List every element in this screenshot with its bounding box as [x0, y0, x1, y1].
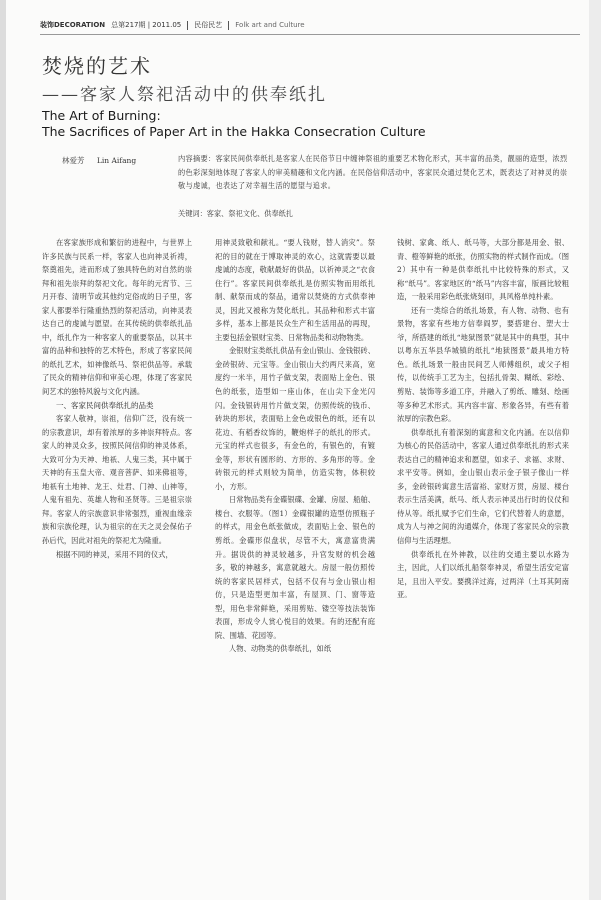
- keywords-label: 关键词：: [178, 209, 207, 218]
- header-rule: [40, 34, 580, 35]
- article-title-en: [42, 108, 426, 140]
- column-name-cn: 民俗民艺: [194, 21, 223, 29]
- abstract-text: 客家民间供奉纸扎是客家人在民俗节日中缠神祭祖的重要艺术物化形式，其丰富的品类，靓丽的造型，浓烈的色彩深刻地体现了客家人的审美精趣和文化内涵。在民俗信仰活动中，客家民众通过焚化艺术，既表达了对神灵的崇敬与虔诚，也表达了对幸福生活的愿望与追求。: [178, 154, 568, 190]
- title-en-line2: The Sacrifices of Paper Art in the Hakka Consecration Culture: [42, 124, 426, 139]
- title-en-line1: The Art of Burning:: [42, 108, 161, 123]
- column-name-en: Folk art and Culture: [235, 21, 305, 29]
- scan-edge-left: [0, 0, 6, 900]
- header-separator: [228, 21, 229, 30]
- article-title: 焚烧的艺术: [42, 54, 152, 78]
- section-heading: 一、客家民间供奉纸扎的品类: [56, 400, 154, 410]
- running-header: [40, 17, 580, 33]
- paragraph: 供奉纸扎有着深刻的寓意和文化内涵。在以信仰为核心的民俗活动中，客家人通过供奉纸扎的形式来表达自己的精神追求和愿望，如求子、求福、求财、求平安等。例如，金山银山表示金子银子像山一样多，金砖银砖寓意生活富裕、家财万贯，房屋、楼台表示生活美满，纸马、纸人表示神灵出行时的仪仗和侍从等。纸扎赋予它们生命，它们代替着人的意愿，成为人与神之间的沟通媒介，体现了客家民众的宗教信仰与生活理想。: [397, 427, 569, 546]
- paragraph: 用神灵致敬和献礼。“要人钱财，替人消灾”。祭祀的目的就在于博取神灵的欢心，这就需要以最虔诚的态度，敬献最好的供品，以祈神灵之“衣食住行”。客家民间供奉纸扎是仿照实物而用纸扎制、献祭而成的祭品，通常以焚烧的方式供奉神灵，因此又被称为焚化纸扎。其品种和形式丰富多样，基本上都是民众生产和生活用品的再现，主要包括金银财宝类、日常物品类和动物物类。: [215, 238, 375, 342]
- header-separator: [187, 21, 188, 30]
- body-column-3: [397, 236, 569, 602]
- keywords: [178, 209, 573, 219]
- paragraph: 客家人敬神，崇祖，信仰广泛，没有统一的宗教意识，却有着浓厚的多神崇拜特点。客家人的神灵众多，按照民间信仰的神灵体系，大致可分为天神、地祇、人鬼三类，其中属于天神的有玉皇大帝、观音菩萨、如来佛祖等，地祇有土地神、龙王、灶君、门神、山神等，人鬼有祖先、英雄人物和圣贤等。三是祖宗崇拜。客家人的宗族意识非常强烈，重视血缘亲族和宗族伦理，认为祖宗的在天之灵会保佑子孙后代，因此对祖先的祭祀尤为隆重。: [42, 414, 192, 546]
- paragraph: 供奉纸扎在外神教，以往的交通主要以水路为主，因此，人们以纸扎船祭奉神灵，希望生活安定富足，且出入平安。要携洋过海，过两洋（土耳其阿南亚。: [397, 549, 569, 600]
- body-column-1: [42, 236, 192, 561]
- issue-info: 总第217期 | 2011.05: [111, 21, 182, 29]
- paragraph: 钱树、家禽、纸人、纸马等，大部分都是用金、银、青、橙等鲜艳的纸张，仿照实物的样式制作而成。（图2）其中有一种是供奉纸扎中比较特殊的形式，又称“纸马”。客家地区的“纸马”内容丰富，版画比较粗造，一般采用彩色纸张烧刻印，具风格单纯朴素。: [397, 238, 569, 302]
- article-subtitle: ——客家人祭祀活动中的供奉纸扎: [42, 85, 327, 105]
- paragraph: 日常物品类有金碟银碟、金罐、房屋、船舶、楼台、衣服等。（图1）金碟银罐的造型仿照瓶子的样式，用金色纸张做成，表面贴上金、银色的剪纸。金碟形似盘状，尽管不大，寓意富贵满升。据说供的神灵较越多，升官发财的机会越多，敬的神越多，寓意就越大。房屋一般仿照传统的客家民居样式，包括不仅有与金山银山相仿，只是造型更加丰富，有屋顶、门、窗等造型，用色非常鲜艳，采用剪贴、镂空等技法装饰表面，形成令人赏心悦目的效果。有的还配有庭院、围墙、花园等。: [215, 495, 375, 640]
- paragraph: 根据不同的神灵，采用不同的仪式，: [56, 549, 173, 559]
- scan-edge-right: [589, 0, 601, 900]
- paragraph: 在客家族形成和繁衍的进程中，与世界上许多民族与民系一样，客家人也向神灵祈祷，祭奠祖先，进而形成了独具特色的对自然的崇拜和祖先崇拜的祭祀文化。每年的元宵节、三月开春、清明节或其他约定俗成的日子里，客家人都要举行隆重热烈的祭祀活动，向神灵表达自己的虔诚与愿望。在其传统的供奉纸扎品中，纸扎作为一种客家人的重要祭品，以其丰富的品种和独特的艺术特色，形成了客家民间的纸扎艺术，如神像纸马、祭祀供品等。承载了民众的精神信仰和审美心理，体现了客家民间艺术的独特风貌与文化内涵。: [42, 238, 192, 397]
- paragraph: 还有一类综合的纸扎场景，有人物、动物、也有景物，客家有些地方信奉阎罗，要搭建台、塑大士爷，所搭建的纸扎“地狱图景”就是其中的典型，其中以粤东五华县华城镇的纸扎“地狱图景”最具地方特色。纸扎场景一般由民间艺人师傅组织，或父子相传，以传统手工艺为主，包括扎骨架、糊纸、彩绘、剪贴、装饰等多道工序，并融入了剪纸、雕刻、绘画等多种艺术形式。其内容丰富、形象各异，有些有着浓厚的宗教色彩。: [397, 305, 569, 424]
- paragraph: 金银财宝类纸扎供品有金山银山、金钱银砖、金砖银砖、元宝等。金山银山大约两尺来高，宽度约一米半，用竹子做支架，表面贴上金色、银色的纸张，造型如一座山体，在山尖下金光闪闪。金钱银砖用竹片做支架，仿照传统的钱币、砖块的形状，表面贴上金色或银色的纸，还有以花边、有稻香纹饰的，鞭炮样子的纸扎的形式。元宝的样式也很多，有金色的，有银色的，有镀金等，形状有圆形的、方形的、多角形的等。金砖银元的样式则较为简单，仿造实物，体积较小，方形。: [215, 346, 375, 491]
- keywords-text: 客家、祭祀文化、供奉纸扎: [206, 209, 294, 218]
- author-name-cn: 林爱芳: [62, 156, 85, 165]
- journal-name: 装饰DECORATION: [40, 21, 106, 29]
- body-column-2: [215, 236, 375, 656]
- abstract: [178, 152, 573, 193]
- author-name-en: Lin Aifang: [96, 156, 137, 165]
- author-line: [62, 155, 146, 166]
- paragraph: 人物、动物类的供奉纸扎，如纸: [229, 644, 332, 654]
- abstract-label: 内容摘要：: [178, 154, 216, 163]
